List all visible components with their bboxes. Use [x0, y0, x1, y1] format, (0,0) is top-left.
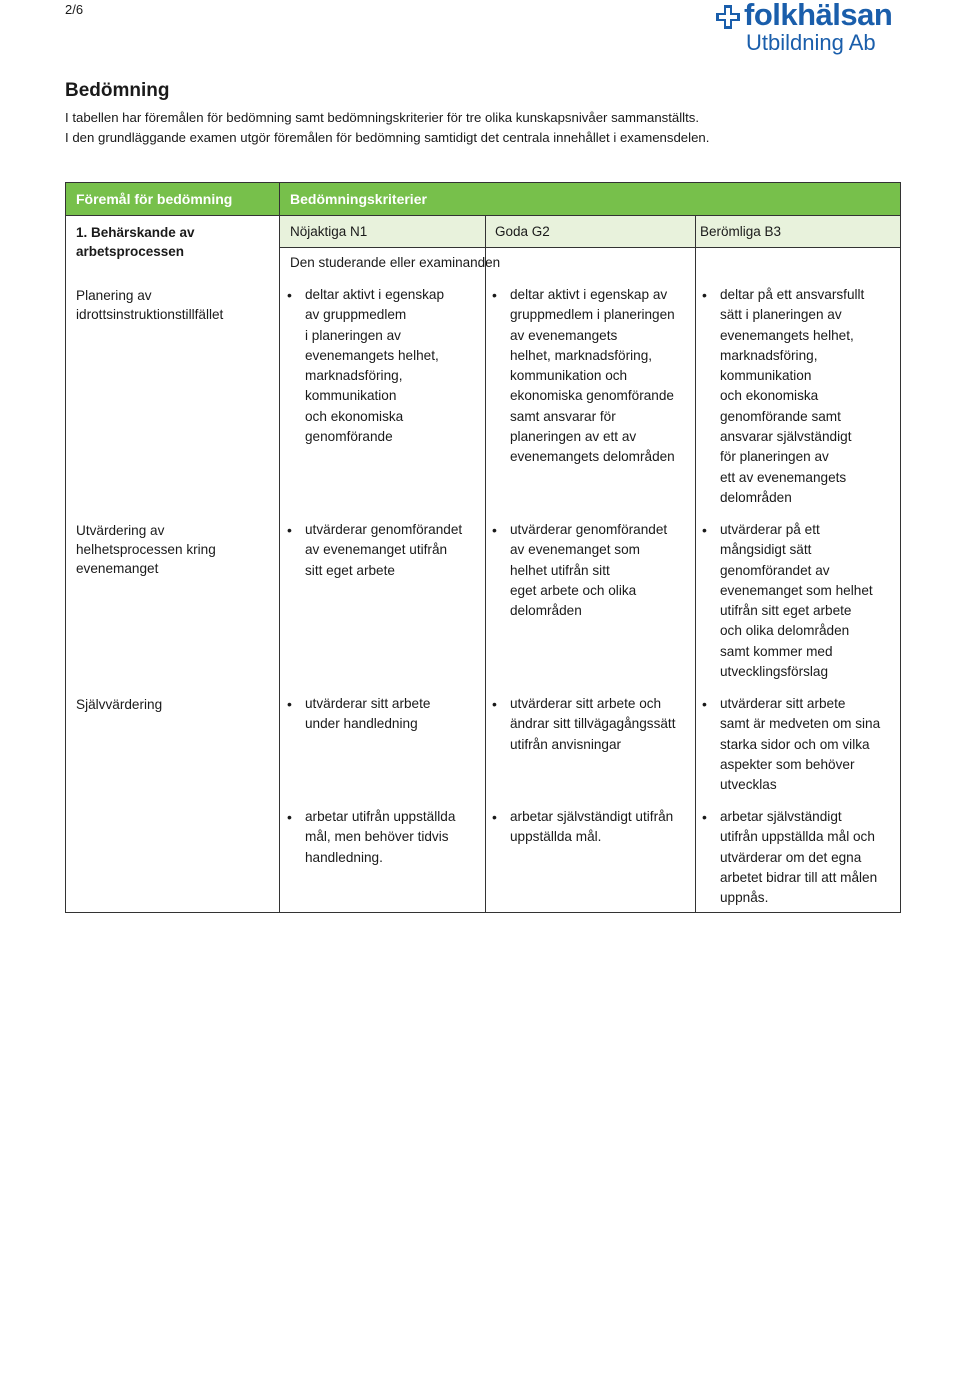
criterion-b3: • arbetar självständigt utifrån uppställda mål och utvärderar om det egna arbetet bidrar till att målen uppnås.	[702, 807, 877, 908]
folkhalsan-logo	[716, 2, 952, 58]
column-divider	[485, 216, 486, 912]
row-label: Utvärdering av helhetsprocessen kring evenemanget	[76, 523, 216, 576]
examinee-label: Den studerande eller examinanden	[290, 255, 501, 270]
criterion-g2: • utvärderar genomförandet av evenemanget som helhet utifrån sitt eget arbete och olika delområden	[492, 520, 667, 621]
criterion-g2: • deltar aktivt i egenskap av gruppmedlem i planeringen av evenemangets helhet, marknadsföring, kommunikation och ekonomiska genomförande samt ansvarar för planeringen av ett av evenemangets delområden	[492, 285, 675, 468]
header-criteria: Bedömningskriterier	[290, 191, 427, 207]
row-label: Självvärdering	[76, 697, 163, 712]
criterion-n1: • utvärderar genomförandet av evenemanget utifrån sitt eget arbete	[287, 520, 462, 581]
page-number: 2/6	[65, 2, 84, 17]
intro-line: I den grundläggande examen utgör föremålen för bedömning samtidigt det centrala innehållet i examensdelen.	[65, 130, 710, 145]
page-title: Bedömning	[65, 80, 170, 101]
intro-text	[65, 108, 925, 148]
table-header-row	[66, 183, 900, 216]
criterion-b3: • utvärderar på ett mångsidigt sätt genomförandet av evenemanget som helhet utifrån sitt eget arbete och olika delområden samt kommer med utvecklingsförslag	[702, 520, 873, 682]
level-n1: Nöjaktiga N1	[290, 224, 368, 239]
row-label: Planering av idrottsinstruktionstillfället	[76, 288, 224, 322]
criterion-n1: • arbetar utifrån uppställda mål, men behöver tidvis handledning.	[287, 807, 455, 868]
level-g2: Goda G2	[495, 224, 550, 239]
criterion-n1: • utvärderar sitt arbete under handledning	[287, 694, 430, 735]
cross-icon	[716, 5, 740, 29]
section-title: 1. Behärskande av arbetsprocessen	[76, 225, 195, 259]
intro-line: I tabellen har föremålen för bedömning samt bedömningskriterier för tre olika kunskapsnivåer sammanställts.	[65, 110, 700, 125]
logo-subtitle: Utbildning Ab	[746, 30, 876, 55]
header-objects: Föremål för bedömning	[76, 191, 233, 207]
assessment-table	[65, 182, 901, 913]
criterion-b3: • utvärderar sitt arbete samt är medveten om sina starka sidor och om vilka aspekter som behöver utvecklas	[702, 694, 880, 795]
criterion-g2: • utvärderar sitt arbete och ändrar sitt tillvägagångssätt utifrån anvisningar	[492, 694, 675, 755]
column-divider	[279, 183, 280, 912]
criterion-n1: • deltar aktivt i egenskap av gruppmedlem i planeringen av evenemangets helhet, marknadsföring, kommunikation och ekonomiska genomförande	[287, 285, 444, 447]
criterion-b3: • deltar på ett ansvarsfullt sätt i planeringen av evenemangets helhet, marknadsföring, kommunikation och ekonomiska genomförande samt ansvarar självständigt för planeringen av ett av evenemangets delområden	[702, 285, 864, 508]
levels-row	[280, 216, 900, 248]
logo-wordmark: folkhälsan	[744, 0, 893, 32]
level-b3: Berömliga B3	[700, 224, 782, 239]
criterion-g2: • arbetar självständigt utifrån uppställda mål.	[492, 807, 673, 848]
column-divider	[695, 216, 696, 912]
